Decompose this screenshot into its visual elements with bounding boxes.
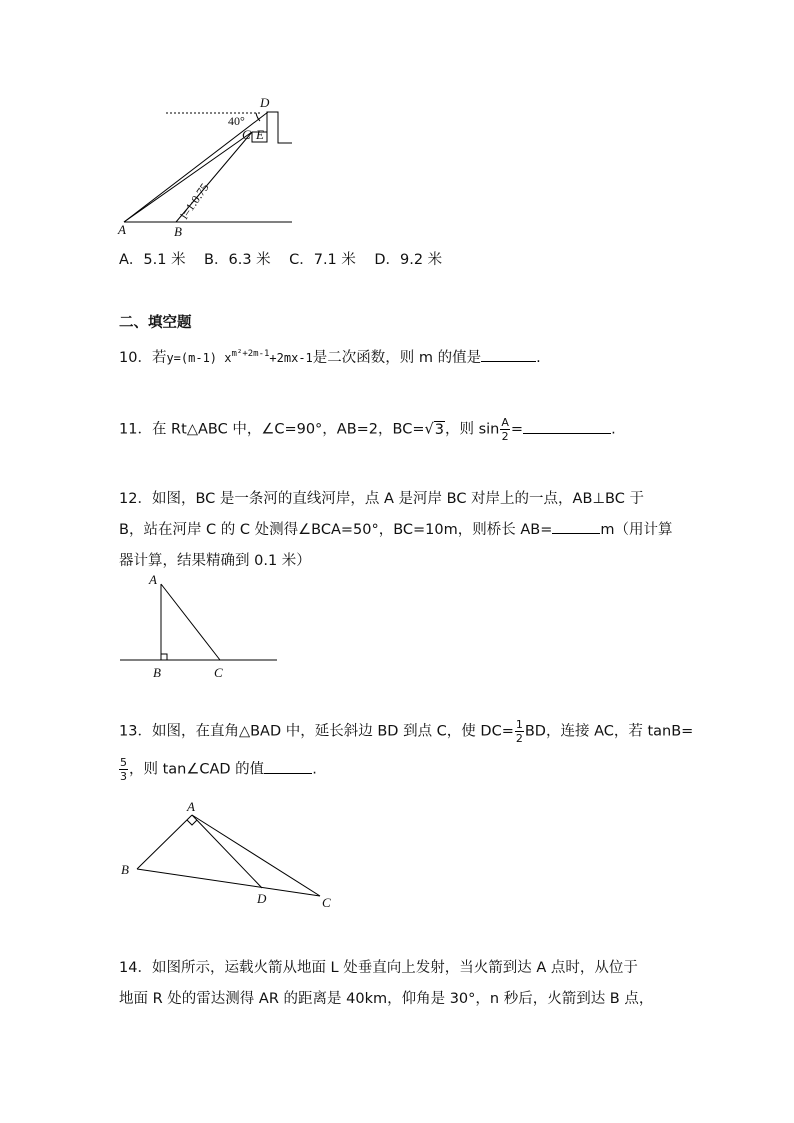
label-B: B (153, 665, 161, 680)
label-E: E (256, 127, 264, 142)
label-D: D (257, 891, 267, 906)
fraction-one-half (515, 718, 524, 745)
q10-post: 是二次函数，则 m 的值是 (312, 350, 482, 366)
fraction-numerator: 1 (515, 718, 523, 731)
figure-q13 (115, 798, 345, 916)
q13-pre: 13．如图，在直角△BAD 中，延长斜边 BD 到点 C，使 DC= (119, 723, 514, 740)
question-12-line3: 器计算，结果精确到 0.1 米） (119, 553, 311, 569)
figure-q9 (110, 92, 310, 240)
fraction-denominator: 2 (501, 430, 509, 443)
question-14-line2: 地面 R 处的雷达测得 AR 的距离是 40km，仰角是 30°，n 秒后，火箭到达 B 点， (119, 991, 654, 1007)
q12-line2-post: m（用计算 (600, 522, 673, 538)
q10-end: . (536, 350, 541, 366)
option-b: B．6.3 米 (204, 252, 271, 268)
q13-mid: BD，连接 AC，若 tanB= (524, 723, 694, 740)
q10-formula: y=(m-1) x (166, 351, 232, 365)
right-angle-mark (187, 820, 197, 825)
fraction-a-over-2 (500, 416, 510, 443)
question-13-line1 (119, 718, 693, 745)
label-B: B (174, 224, 182, 239)
fraction-numerator: A (501, 416, 509, 429)
label-C: C (322, 895, 331, 910)
label-C: C (214, 665, 223, 680)
segment-BA (137, 815, 192, 869)
label-A: A (118, 222, 126, 237)
fraction-numerator: 5 (120, 756, 127, 769)
sqrt-value: 3 (434, 421, 444, 438)
fraction-denominator: 2 (515, 732, 523, 745)
q11-mid: ，则 sin (444, 421, 500, 438)
question-12-line1: 12．如图，BC 是一条河的直线河岸，点 A 是河岸 BC 对岸上的一点，AB⊥BC 于 (119, 491, 644, 507)
segment-AC (192, 815, 320, 896)
q9-options (119, 248, 442, 269)
segment-BC (137, 869, 320, 896)
label-A: A (187, 799, 195, 814)
q10-exponent: m²+2m-1 (231, 349, 270, 360)
option-c: C．7.1 米 (289, 252, 356, 268)
section-heading: 二、填空题 (119, 315, 192, 331)
q11-pre: 11．在 Rt△ABC 中，∠C=90°，AB=2，BC= (119, 421, 425, 438)
option-a: A．5.1 米 (119, 252, 186, 268)
label-angle: 40° (228, 114, 245, 128)
label-A: A (149, 572, 157, 587)
label-D: D (260, 95, 270, 110)
label-C: C (242, 127, 251, 142)
q11-eq: = (510, 421, 524, 438)
figure-q12 (115, 570, 285, 685)
q13-answer-blank[interactable] (264, 761, 312, 774)
question-11 (119, 416, 616, 443)
segment-AC (161, 584, 220, 660)
segment-AD (192, 815, 262, 888)
right-angle-mark (161, 654, 167, 660)
q12-line2-pre: B，站在河岸 C 的 C 处测得∠BCA=50°，BC=10m，则桥长 AB= (119, 522, 553, 538)
question-12-line2 (119, 518, 673, 539)
question-10 (119, 346, 541, 367)
q11-end: . (611, 421, 616, 438)
question-13-line2 (119, 756, 317, 783)
fraction-denominator: 3 (120, 770, 127, 783)
q10-formula-tail: +2mx-1 (269, 351, 313, 365)
option-d: D．9.2 米 (374, 252, 443, 268)
q10-answer-blank[interactable] (481, 349, 536, 362)
q10-pre: 10．若 (119, 350, 167, 366)
slope-label: i=1:0.75 (176, 180, 212, 222)
fraction-five-thirds (119, 756, 128, 783)
sqrt-sign: √ (424, 421, 434, 438)
label-B: B (121, 862, 129, 877)
question-14-line1: 14．如图所示，运载火箭从地面 L 处垂直向上发射，当火箭到达 A 点时，从位于 (119, 960, 638, 976)
q11-answer-blank[interactable] (523, 421, 611, 434)
q13-line2-post: ，则 tan∠CAD 的值 (129, 761, 265, 778)
q12-answer-blank[interactable] (552, 521, 600, 534)
q13-end: . (312, 761, 317, 778)
